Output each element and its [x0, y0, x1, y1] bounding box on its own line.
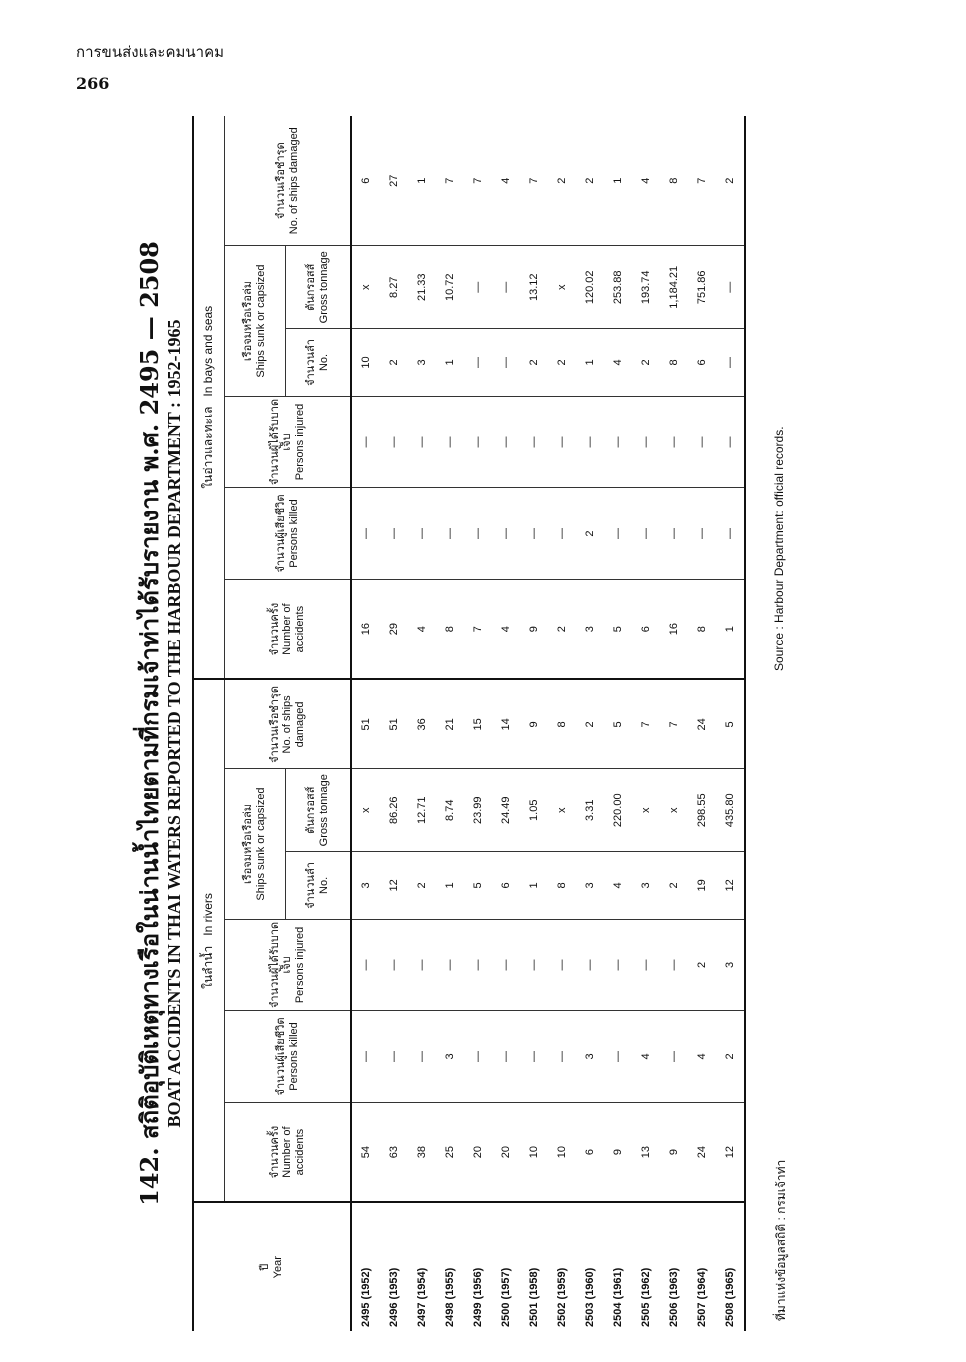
- killed-en: Persons killed: [287, 499, 300, 568]
- rivers-cell: 5: [604, 679, 632, 768]
- year-cell: 2507 (1964): [696, 1267, 708, 1327]
- year-header: [193, 1202, 351, 1331]
- year-header-en: Year: [272, 1256, 284, 1279]
- rivers-accidents-header: [225, 1102, 352, 1202]
- year-cell: 2497 (1954): [416, 1267, 428, 1327]
- source-thai: ที่มาแห่งข้อมูลสถิติ : กรมเจ้าท่า: [774, 1159, 788, 1321]
- bays-cell: —: [408, 396, 436, 488]
- table-number: 142.: [135, 1147, 164, 1206]
- rivers-cell: —: [604, 1011, 632, 1103]
- rivers-cell: 4: [688, 1011, 716, 1103]
- rivers-cell: 6: [492, 852, 520, 920]
- bays-cell: —: [576, 396, 604, 488]
- rivers-cell: —: [520, 1011, 548, 1103]
- bays-th: ในอ่าวและทะเล: [201, 406, 216, 489]
- rivers-cell: 8: [548, 852, 576, 920]
- table-row: [436, 116, 464, 1331]
- rivers-cell: 7: [632, 679, 660, 768]
- rivers-cell: 9: [660, 1102, 688, 1202]
- bays-cell: 2: [548, 116, 576, 246]
- bays-cell: —: [492, 488, 520, 580]
- rivers-cell: 3: [351, 852, 380, 920]
- bays-cell: —: [548, 488, 576, 580]
- rivers-cell: —: [576, 919, 604, 1011]
- rivers-cell: —: [492, 919, 520, 1011]
- rivers-cell: —: [604, 919, 632, 1011]
- rivers-cell: x: [351, 769, 380, 852]
- no-en: No.: [318, 876, 330, 894]
- rotated-page-content: [130, 116, 830, 1331]
- bays-cell: 10: [351, 329, 380, 397]
- bays-cell: 751.86: [688, 246, 716, 329]
- bays-cell: 2: [548, 579, 576, 679]
- table-row: [464, 116, 492, 1331]
- bays-cell: 8: [660, 116, 688, 246]
- rivers-cell: x: [548, 769, 576, 852]
- year-cell: 2501 (1958): [528, 1267, 540, 1327]
- rivers-cell: 2: [660, 852, 688, 920]
- bays-cell: —: [492, 396, 520, 488]
- bays-damaged-header: [225, 116, 352, 246]
- table-row: [548, 116, 576, 1331]
- rivers-cell: x: [660, 769, 688, 852]
- rivers-cell: —: [436, 919, 464, 1011]
- rivers-cell: —: [464, 1011, 492, 1103]
- bays-cell: —: [716, 329, 745, 397]
- accidents-en: Number of accidents: [281, 1126, 306, 1178]
- table-row: [380, 116, 408, 1331]
- bays-cell: 2: [576, 116, 604, 246]
- table-row: [660, 116, 688, 1331]
- year-cell: 2503 (1960): [584, 1267, 596, 1327]
- no-th: จำนวนลำ: [305, 862, 318, 909]
- rivers-cell: —: [492, 1011, 520, 1103]
- rivers-cell: 21: [436, 679, 464, 768]
- bays-killed-header: [225, 488, 352, 580]
- rivers-no-header: [286, 852, 352, 920]
- rivers-cell: 12: [716, 852, 745, 920]
- bays-cell: 1,184.21: [660, 246, 688, 329]
- rivers-killed-header: [225, 1011, 352, 1103]
- year-cell: 2508 (1965): [724, 1267, 736, 1327]
- rivers-en: In rivers: [201, 893, 216, 936]
- bays-cell: —: [548, 396, 576, 488]
- rivers-cell: 1: [436, 852, 464, 920]
- accidents-th: จำนวนครั้ง: [268, 1125, 281, 1179]
- year-cell: 2504 (1961): [612, 1267, 624, 1327]
- damaged-th: จำนวนเรือชำรุด: [268, 686, 281, 763]
- bays-injured-header: [225, 396, 352, 488]
- rivers-cell: 20: [464, 1102, 492, 1202]
- rivers-cell: —: [408, 919, 436, 1011]
- bays-cell: 13.12: [520, 246, 548, 329]
- rivers-cell: 14: [492, 679, 520, 768]
- bays-cell: 2: [576, 488, 604, 580]
- bays-cell: —: [716, 246, 745, 329]
- bays-cell: —: [492, 329, 520, 397]
- bays-cell: 16: [660, 579, 688, 679]
- killed-th: จำนวนผู้เสียชีวิต: [274, 494, 287, 573]
- bays-cell: 8: [660, 329, 688, 397]
- table-row: [688, 116, 716, 1331]
- no-en: No.: [318, 353, 330, 372]
- rivers-cell: 298.55: [688, 769, 716, 852]
- bays-cell: —: [716, 396, 745, 488]
- rivers-cell: 7: [660, 679, 688, 768]
- rivers-cell: —: [548, 1011, 576, 1103]
- rivers-cell: 1: [520, 852, 548, 920]
- rivers-cell: x: [632, 769, 660, 852]
- tonnage-th: ตันกรอสส์: [305, 263, 318, 311]
- bays-cell: 6: [351, 116, 380, 246]
- tonnage-th: ตันกรอสส์: [305, 786, 318, 834]
- rivers-cell: 20: [492, 1102, 520, 1202]
- bays-cell: —: [520, 396, 548, 488]
- bays-cell: 10.72: [436, 246, 464, 329]
- bays-cell: 1: [716, 579, 745, 679]
- rivers-cell: —: [632, 919, 660, 1011]
- bays-cell: —: [716, 488, 745, 580]
- section-header: การขนส่งและคมนาคม: [76, 43, 224, 61]
- rivers-cell: —: [351, 919, 380, 1011]
- sunk-th: เรือจมหรือเรือล่ม: [242, 804, 255, 885]
- rivers-cell: 25: [436, 1102, 464, 1202]
- bays-cell: —: [380, 396, 408, 488]
- bays-cell: —: [436, 396, 464, 488]
- bays-cell: 7: [436, 116, 464, 246]
- sunk-en: Ships sunk or capsized: [255, 787, 267, 901]
- rivers-cell: 435.80: [716, 769, 745, 852]
- year-cell: 2496 (1953): [388, 1267, 400, 1327]
- bays-cell: —: [464, 329, 492, 397]
- bays-cell: 3: [408, 329, 436, 397]
- rivers-cell: 54: [351, 1102, 380, 1202]
- rivers-group-header: [193, 679, 225, 1202]
- rivers-cell: 24.49: [492, 769, 520, 852]
- bays-cell: —: [492, 246, 520, 329]
- bays-cell: —: [688, 396, 716, 488]
- table-row: [492, 116, 520, 1331]
- title-english: BOAT ACCIDENTS IN THAI WATERS REPORTED TO THE HARBOUR DEPARTMENT : 1952-1965: [164, 319, 184, 1128]
- title-thai-text: สถิติอุบัติเหตุทางเรือในน่านน้ำไทยตามที่กรมเจ้าท่าได้รับรายงาน พ.ศ. 2495 — 2508: [135, 241, 164, 1140]
- bays-cell: 4: [408, 579, 436, 679]
- sunk-th: เรือจมหรือเรือล่ม: [242, 281, 255, 362]
- bays-accidents-header: [225, 579, 352, 679]
- bays-cell: 6: [688, 329, 716, 397]
- injured-th: จำนวนผู้ได้รับบาดเจ็บ: [268, 921, 294, 1009]
- rivers-cell: 19: [688, 852, 716, 920]
- bays-cell: 16: [351, 579, 380, 679]
- bays-cell: —: [688, 488, 716, 580]
- sunk-en: Ships sunk or capsized: [255, 264, 267, 378]
- rivers-cell: 36: [408, 679, 436, 768]
- table-row: [351, 116, 380, 1331]
- bays-cell: —: [520, 488, 548, 580]
- rivers-cell: 6: [576, 1102, 604, 1202]
- bays-en: In bays and seas: [201, 305, 216, 397]
- killed-en: Persons killed: [287, 1022, 300, 1091]
- rivers-sunk-header: [225, 769, 286, 919]
- bays-sunk-header: [225, 246, 286, 396]
- tonnage-en: Gross tonnage: [318, 251, 330, 324]
- rivers-cell: —: [380, 1011, 408, 1103]
- rivers-cell: 24: [688, 679, 716, 768]
- bays-cell: 4: [632, 116, 660, 246]
- table-row: [408, 116, 436, 1331]
- rivers-cell: 51: [351, 679, 380, 768]
- rivers-cell: —: [660, 1011, 688, 1103]
- bays-cell: 7: [464, 579, 492, 679]
- bays-cell: 8: [436, 579, 464, 679]
- table-row: [604, 116, 632, 1331]
- bays-cell: 21.33: [408, 246, 436, 329]
- rivers-th: ในลำน้ำ: [201, 945, 216, 989]
- rivers-cell: —: [520, 919, 548, 1011]
- bays-cell: 27: [380, 116, 408, 246]
- table-row: [520, 116, 548, 1331]
- bays-cell: —: [604, 488, 632, 580]
- year-cell: 2506 (1963): [668, 1267, 680, 1327]
- damaged-th: จำนวนเรือชำรุด: [274, 142, 287, 220]
- year-cell: 2499 (1956): [472, 1267, 484, 1327]
- damaged-en: No. of ships damaged: [287, 127, 300, 235]
- damaged-en: No. of ships damaged: [281, 695, 306, 754]
- year-cell: 2500 (1957): [500, 1267, 512, 1327]
- bays-cell: 1: [604, 116, 632, 246]
- rivers-cell: —: [380, 919, 408, 1011]
- rivers-cell: 63: [380, 1102, 408, 1202]
- bays-cell: 8.27: [380, 246, 408, 329]
- bays-cell: —: [660, 396, 688, 488]
- injured-en: Persons injured: [293, 926, 306, 1004]
- rivers-cell: 4: [604, 852, 632, 920]
- rivers-cell: 3: [436, 1011, 464, 1103]
- rivers-cell: 2: [408, 852, 436, 920]
- year-cell: 2505 (1962): [640, 1267, 652, 1327]
- bays-cell: x: [548, 246, 576, 329]
- rivers-cell: —: [351, 1011, 380, 1103]
- rivers-cell: —: [408, 1011, 436, 1103]
- year-cell: 2502 (1959): [556, 1267, 568, 1327]
- bays-cell: 193.74: [632, 246, 660, 329]
- accidents-th: จำนวนครั้ง: [268, 602, 281, 656]
- bays-cell: 2: [548, 329, 576, 397]
- bays-cell: —: [464, 488, 492, 580]
- injured-th: จำนวนผู้ได้รับบาดเจ็บ: [268, 398, 294, 486]
- rivers-cell: —: [464, 919, 492, 1011]
- rivers-cell: 86.26: [380, 769, 408, 852]
- bays-cell: —: [632, 488, 660, 580]
- bays-cell: 8: [688, 579, 716, 679]
- bays-cell: 7: [464, 116, 492, 246]
- rivers-tonnage-header: [286, 769, 352, 852]
- rivers-cell: 5: [464, 852, 492, 920]
- rivers-cell: 4: [632, 1011, 660, 1103]
- bays-cell: 2: [380, 329, 408, 397]
- bays-cell: —: [604, 396, 632, 488]
- bays-cell: —: [436, 488, 464, 580]
- rivers-cell: 9: [520, 679, 548, 768]
- bays-cell: 253.88: [604, 246, 632, 329]
- rivers-cell: 10: [520, 1102, 548, 1202]
- rivers-cell: 1.05: [520, 769, 548, 852]
- rivers-cell: 3: [716, 919, 745, 1011]
- rivers-cell: 38: [408, 1102, 436, 1202]
- bays-cell: —: [380, 488, 408, 580]
- rivers-cell: 51: [380, 679, 408, 768]
- bays-cell: —: [632, 396, 660, 488]
- bays-cell: 3: [576, 579, 604, 679]
- rivers-cell: 12: [716, 1102, 745, 1202]
- rivers-cell: 3: [576, 1011, 604, 1103]
- rivers-cell: 3: [632, 852, 660, 920]
- bays-cell: 9: [520, 579, 548, 679]
- table-body: [351, 116, 745, 1331]
- rivers-cell: 2: [688, 919, 716, 1011]
- bays-cell: 4: [492, 116, 520, 246]
- bays-cell: 29: [380, 579, 408, 679]
- rivers-cell: 15: [464, 679, 492, 768]
- bays-cell: 4: [492, 579, 520, 679]
- injured-en: Persons injured: [293, 403, 306, 481]
- bays-cell: 4: [604, 329, 632, 397]
- rivers-cell: 5: [716, 679, 745, 768]
- bays-cell: —: [464, 246, 492, 329]
- year-header-th: ปี: [259, 1263, 272, 1271]
- rivers-cell: —: [548, 919, 576, 1011]
- rivers-cell: 12: [380, 852, 408, 920]
- rivers-cell: 10: [548, 1102, 576, 1202]
- rivers-cell: 8.74: [436, 769, 464, 852]
- bays-cell: 7: [520, 116, 548, 246]
- rivers-cell: —: [660, 919, 688, 1011]
- bays-cell: 2: [520, 329, 548, 397]
- rivers-cell: 12.71: [408, 769, 436, 852]
- rivers-cell: 8: [548, 679, 576, 768]
- bays-cell: 1: [408, 116, 436, 246]
- bays-cell: —: [408, 488, 436, 580]
- rivers-cell: 2: [576, 679, 604, 768]
- table-row: [632, 116, 660, 1331]
- source-english: Source : Harbour Department: official records.: [772, 426, 786, 671]
- bays-cell: 2: [632, 329, 660, 397]
- rivers-cell: 13: [632, 1102, 660, 1202]
- table-row: [576, 116, 604, 1331]
- tonnage-en: Gross tonnage: [318, 774, 330, 847]
- table-row: [716, 116, 745, 1331]
- rivers-injured-header: [225, 919, 352, 1011]
- rivers-cell: 2: [716, 1011, 745, 1103]
- bays-cell: 6: [632, 579, 660, 679]
- bays-tonnage-header: [286, 246, 352, 329]
- bays-cell: 1: [576, 329, 604, 397]
- page-number: 266: [76, 74, 110, 93]
- bays-cell: 7: [688, 116, 716, 246]
- bays-group-header: [193, 116, 225, 679]
- rivers-cell: 220.00: [604, 769, 632, 852]
- rivers-cell: 3: [576, 852, 604, 920]
- rivers-cell: 3.31: [576, 769, 604, 852]
- rivers-cell: 23.99: [464, 769, 492, 852]
- bays-cell: 2: [716, 116, 745, 246]
- no-th: จำนวนลำ: [305, 339, 318, 386]
- rivers-cell: 9: [604, 1102, 632, 1202]
- rivers-damaged-header: [225, 679, 352, 768]
- bays-cell: 5: [604, 579, 632, 679]
- bays-cell: —: [464, 396, 492, 488]
- accidents-en: Number of accidents: [281, 603, 306, 655]
- bays-cell: 120.02: [576, 246, 604, 329]
- bays-cell: 1: [436, 329, 464, 397]
- bays-cell: —: [660, 488, 688, 580]
- bays-cell: —: [351, 396, 380, 488]
- killed-th: จำนวนผู้เสียชีวิต: [274, 1017, 287, 1096]
- rivers-cell: 24: [688, 1102, 716, 1202]
- year-cell: 2495 (1952): [360, 1267, 372, 1327]
- bays-cell: x: [351, 246, 380, 329]
- accidents-table: [192, 116, 764, 1331]
- bays-cell: —: [351, 488, 380, 580]
- bays-no-header: [286, 329, 352, 397]
- year-cell: 2498 (1955): [444, 1267, 456, 1327]
